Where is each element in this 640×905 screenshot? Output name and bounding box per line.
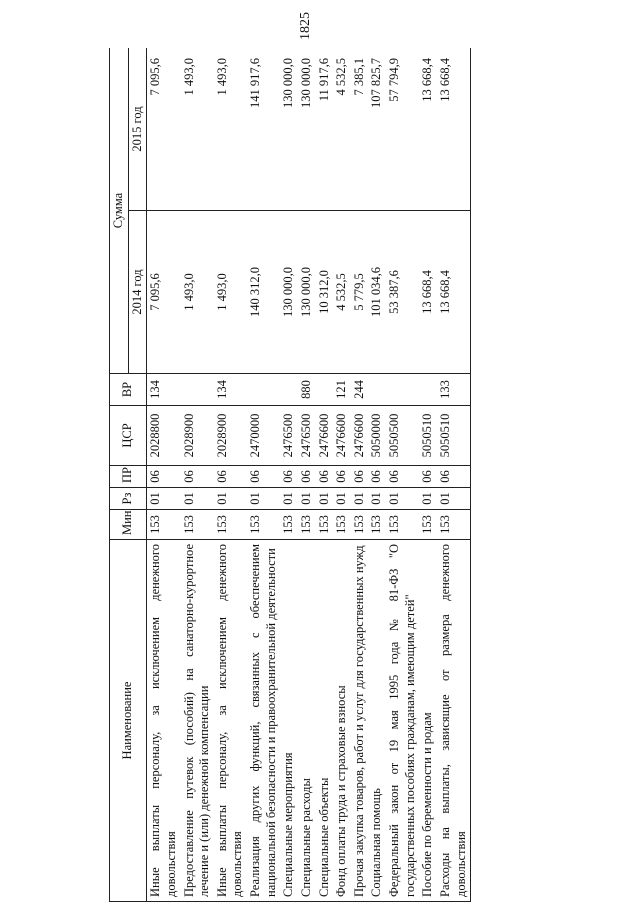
row-vr [386,374,419,406]
row-pr: 06 [333,466,351,488]
row-csr: 5050000 [368,406,386,466]
header-sum: Сумма [110,48,129,374]
header-csr: ЦСР [110,406,147,466]
row-min: 153 [419,510,437,540]
row-vr [316,374,334,406]
header-pr: ПР [110,466,147,488]
row-min: 153 [368,510,386,540]
row-csr: 2476600 [316,406,334,466]
table-row [214,48,247,902]
row-sum-2014: 1 493,0 [181,211,214,374]
row-name: Социальная помощь [368,540,386,902]
table-row [247,48,280,902]
table-row [316,48,334,902]
page-number: 1825 [298,12,313,40]
table-body [147,48,471,902]
row-vr [247,374,280,406]
rotated-table [109,48,595,902]
table-row [351,48,369,902]
table-row [368,48,386,902]
row-csr: 2028800 [147,406,181,466]
row-rz: 01 [280,488,298,510]
row-sum-2015: 13 668,4 [419,48,437,211]
row-min: 153 [333,510,351,540]
row-min: 153 [280,510,298,540]
row-sum-2014: 7 095,6 [147,211,181,374]
row-vr: 244 [351,374,369,406]
row-sum-2015: 7 385,1 [351,48,369,211]
row-pr: 06 [147,466,181,488]
row-rz: 01 [147,488,181,510]
header-year-2015: 2015 год [128,48,147,211]
row-sum-2015: 141 917,6 [247,48,280,211]
row-name: Фонд оплаты труда и страховые взносы [333,540,351,902]
table-row [147,48,181,902]
row-min: 153 [298,510,316,540]
row-sum-2014: 10 312,0 [316,211,334,374]
row-name: Прочая закупка товаров, работ и услуг для государственных нужд [351,540,369,902]
row-rz: 01 [368,488,386,510]
row-sum-2015: 11 917,6 [316,48,334,211]
row-sum-2015: 7 095,6 [147,48,181,211]
row-pr: 06 [298,466,316,488]
row-sum-2015: 130 000,0 [280,48,298,211]
row-csr: 2470000 [247,406,280,466]
row-rz: 01 [247,488,280,510]
row-csr: 2476500 [298,406,316,466]
row-sum-2014: 101 034,6 [368,211,386,374]
budget-table [109,48,471,902]
row-rz: 01 [351,488,369,510]
row-pr: 06 [247,466,280,488]
row-rz: 01 [386,488,419,510]
row-name: Специальные мероприятия [280,540,298,902]
row-csr: 2028900 [181,406,214,466]
row-sum-2014: 130 000,0 [298,211,316,374]
row-name: Специальные объекты [316,540,334,902]
row-vr: 133 [437,374,471,406]
row-csr: 5050500 [386,406,419,466]
row-csr: 2476500 [280,406,298,466]
row-min: 153 [247,510,280,540]
row-name: Пособие по беременности и родам [419,540,437,902]
row-csr: 2476600 [333,406,351,466]
row-sum-2015: 4 532,5 [333,48,351,211]
row-sum-2015: 130 000,0 [298,48,316,211]
row-rz: 01 [214,488,247,510]
row-csr: 5050510 [437,406,471,466]
table-header [110,48,147,902]
row-pr: 06 [316,466,334,488]
row-vr: 134 [214,374,247,406]
row-sum-2014: 53 387,6 [386,211,419,374]
row-sum-2014: 140 312,0 [247,211,280,374]
table-row [386,48,419,902]
row-sum-2014: 13 668,4 [437,211,471,374]
row-min: 153 [181,510,214,540]
row-vr: 134 [147,374,181,406]
row-rz: 01 [437,488,471,510]
row-min: 153 [351,510,369,540]
row-sum-2014: 13 668,4 [419,211,437,374]
row-pr: 06 [351,466,369,488]
row-name: Федеральный закон от 19 мая 1995 года № 81-ФЗ "О государственных пособиях гражданам, имеющим детей" [386,540,419,902]
row-pr: 06 [386,466,419,488]
row-sum-2015: 107 825,7 [368,48,386,211]
row-sum-2015: 1 493,0 [181,48,214,211]
row-min: 153 [214,510,247,540]
row-name: Реализация других функций, связанных с обеспечением национальной безопасности и правоохранительной деятельности [247,540,280,902]
row-pr: 06 [437,466,471,488]
budget-table-area [109,48,595,902]
row-rz: 01 [298,488,316,510]
row-pr: 06 [280,466,298,488]
table-row [333,48,351,902]
row-name: Иные выплаты персоналу, за исключением денежного довольствия [214,540,247,902]
header-rz: Рз [110,488,147,510]
row-sum-2014: 1 493,0 [214,211,247,374]
row-name: Предоставление путевок (пособий) на санаторно-курортное лечение и (или) денежной компенсации [181,540,214,902]
row-sum-2014: 130 000,0 [280,211,298,374]
row-rz: 01 [181,488,214,510]
row-vr: 880 [298,374,316,406]
row-min: 153 [437,510,471,540]
row-rz: 01 [316,488,334,510]
row-pr: 06 [368,466,386,488]
table-row [437,48,471,902]
row-name: Специальные расходы [298,540,316,902]
row-vr [368,374,386,406]
row-rz: 01 [333,488,351,510]
header-vr: ВР [110,374,147,406]
row-name: Иные выплаты персоналу, за исключением денежного довольствия [147,540,181,902]
table-row [181,48,214,902]
row-vr [280,374,298,406]
row-min: 153 [147,510,181,540]
row-rz: 01 [419,488,437,510]
row-sum-2014: 5 779,5 [351,211,369,374]
row-pr: 06 [214,466,247,488]
row-pr: 06 [181,466,214,488]
row-min: 153 [316,510,334,540]
row-min: 153 [386,510,419,540]
table-row [280,48,298,902]
row-csr: 2476600 [351,406,369,466]
header-name: Наименование [110,540,147,902]
table-row [419,48,437,902]
row-sum-2015: 13 668,4 [437,48,471,211]
row-sum-2015: 1 493,0 [214,48,247,211]
row-name: Расходы на выплаты, зависящие от размера денежного довольствия [437,540,471,902]
row-sum-2014: 4 532,5 [333,211,351,374]
row-csr: 2028900 [214,406,247,466]
row-pr: 06 [419,466,437,488]
row-vr [181,374,214,406]
row-csr: 5050510 [419,406,437,466]
row-vr [419,374,437,406]
table-row [298,48,316,902]
row-sum-2015: 57 794,9 [386,48,419,211]
header-min: Мин [110,510,147,540]
row-vr: 121 [333,374,351,406]
header-year-2014: 2014 год [128,211,147,374]
